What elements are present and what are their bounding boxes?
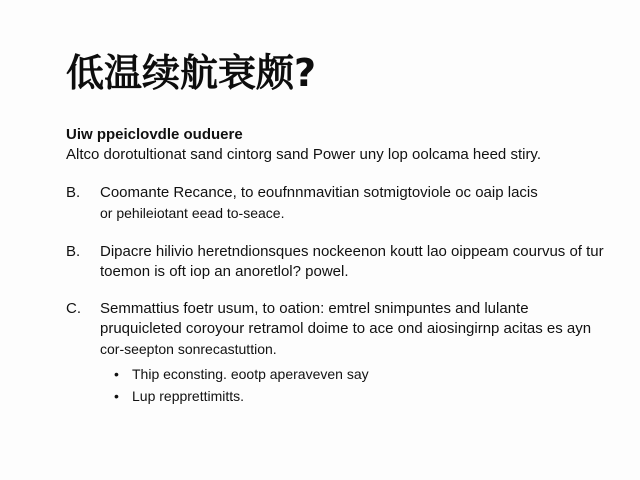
list-item-marker: B. — [66, 243, 81, 260]
list-item-marker: C. — [66, 300, 81, 317]
bullet-list — [100, 363, 610, 407]
bullet-text: Thip econsting. eootp aperaveven say — [132, 366, 369, 382]
list-item-line: Dipacre hilivio heretndionsques nockeenon koutt lao oippeam courvus of tur — [100, 243, 604, 260]
list-item-body — [100, 242, 610, 282]
list-item-line: cor-seepton sonrecastuttion. — [100, 341, 277, 357]
bullet-dot-icon: • — [114, 388, 119, 404]
bullet-text: Lup repprettimitts. — [132, 388, 245, 404]
list-item-body — [100, 183, 610, 223]
list-item-line: toemon is oft iop an anoretlol? powel. — [100, 263, 349, 280]
list-item-body — [100, 299, 610, 407]
list-item-marker: B. — [66, 184, 81, 201]
bullet-item — [114, 363, 610, 385]
list-item-line: or pehileiotant eead to-seace. — [100, 205, 285, 221]
list-item-line: Coomante Recance, to eoufnnmavitian sotmigtoviole oc oaip lacis — [100, 184, 538, 201]
list-item-line: Semmattius foetr usum, to oation: emtrel snimpuntes and lulante — [100, 300, 529, 317]
intro-text: Altco dorotultionat sand cintorg sand Power uny lop oolcama heed stiry. — [66, 146, 541, 163]
page-title: 低温续航衰颇? — [66, 51, 317, 95]
bullet-dot-icon: • — [114, 366, 119, 382]
bullet-item — [114, 385, 610, 407]
list-item-line: pruquicleted coroyour retramol doime to ace ond aiosingirnp acitas es ayn — [100, 320, 592, 337]
intro-section — [66, 125, 606, 165]
intro-heading: Uiw ppeiclovdle ouduere — [66, 126, 243, 143]
